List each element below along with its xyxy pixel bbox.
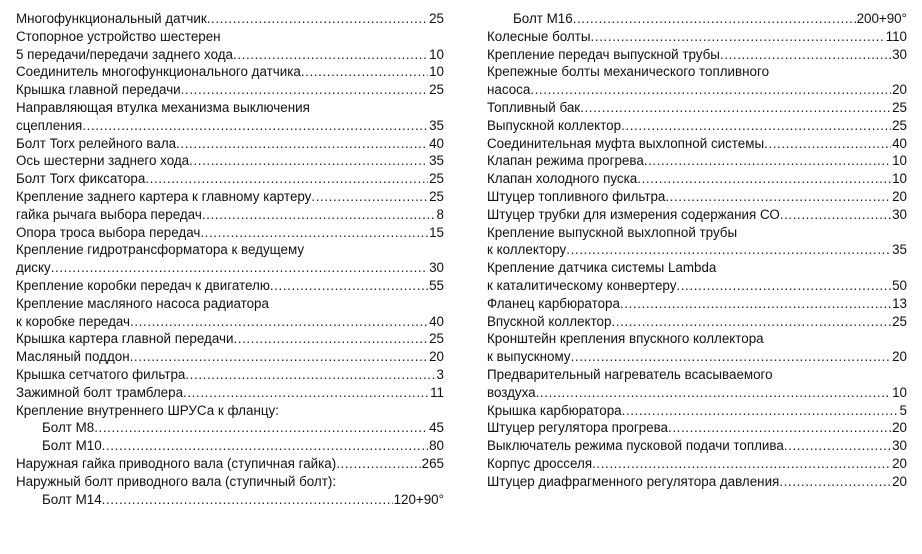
spec-label: Крышка картера главной передачи [16, 331, 234, 347]
spec-label: к каталитическому конвертеру [487, 277, 677, 293]
dot-leader [270, 277, 428, 295]
dot-leader [644, 152, 891, 170]
spec-value: 25 [429, 82, 444, 98]
spec-line [487, 224, 907, 242]
dot-leader [233, 46, 428, 64]
spec-line [16, 295, 444, 313]
spec-label: Болт Torx релейного вала [16, 135, 177, 151]
spec-line [16, 313, 444, 331]
dot-leader [536, 384, 891, 402]
dot-leader [176, 135, 428, 153]
spec-value: 20 [892, 455, 907, 471]
spec-line [16, 241, 444, 259]
spec-line [487, 152, 907, 170]
spec-value: 13 [892, 295, 907, 311]
spec-value: 15 [429, 224, 444, 240]
spec-value: 10 [429, 64, 444, 80]
spec-line [16, 152, 444, 170]
spec-label: Крепежные болты механического топливного [487, 64, 770, 80]
spec-value: 200+90° [856, 11, 907, 26]
spec-value: 10 [892, 153, 907, 169]
dot-leader [665, 188, 891, 206]
spec-value: 45 [429, 420, 444, 436]
spec-value: 20 [429, 349, 444, 365]
dot-leader [336, 455, 420, 473]
spec-label: Болт М8 [42, 420, 95, 436]
spec-line [16, 206, 444, 224]
spec-label: Крепление заднего картера к главному картеру [16, 188, 312, 204]
spec-value: 10 [429, 46, 444, 62]
dot-leader [189, 152, 428, 170]
spec-label: Впускной коллектор [487, 313, 612, 329]
spec-label: насоса [487, 82, 531, 98]
dot-leader [779, 473, 891, 491]
spec-label: Болт М10 [42, 438, 102, 454]
spec-label: Штуцер диафрагменного регулятора давления [487, 473, 780, 489]
spec-label: Наружная гайка приводного вала (ступичная гайка) [16, 455, 337, 471]
spec-label: Соединитель многофункционального датчика [16, 64, 301, 80]
dot-leader [207, 10, 428, 28]
spec-label: Выключатель режима пусковой подачи топлива [487, 438, 784, 454]
spec-value: 25 [429, 171, 444, 187]
dot-leader [311, 188, 428, 206]
spec-label: Крепление масляного насоса радиатора [16, 295, 269, 311]
spec-label: Клапан режима прогрева [487, 153, 644, 169]
spec-value: 20 [892, 82, 907, 98]
spec-label: Штуцер регулятора прогрева [487, 420, 669, 436]
spec-line [16, 419, 444, 437]
dot-leader [102, 491, 393, 509]
spec-value: 30 [892, 206, 907, 222]
spec-label: Фланец карбюратора [487, 295, 620, 311]
spec-value: 40 [892, 135, 907, 151]
spec-line [16, 277, 444, 295]
spec-value: 25 [429, 331, 444, 347]
spec-label: Крышка главной передачи [16, 82, 181, 98]
spec-line [16, 366, 444, 384]
spec-value: 3 [436, 366, 444, 382]
spec-value: 5 [899, 402, 907, 418]
dot-leader [571, 348, 892, 366]
dot-leader [784, 437, 891, 455]
dot-leader [620, 295, 891, 313]
spec-label: Зажимной болт трамблера [16, 384, 184, 400]
spec-value: 80 [429, 438, 444, 454]
spec-label: Крепление внутреннего ШРУСа к фланцу: [16, 402, 279, 418]
dot-leader [637, 170, 891, 188]
spec-label: Крышка сетчатого фильтра [16, 366, 186, 382]
spec-line [487, 46, 907, 64]
spec-label: к выпускному [487, 349, 571, 365]
spec-line [487, 28, 907, 46]
spec-line [487, 295, 907, 313]
dot-leader [573, 10, 856, 28]
spec-label: Крепление передач выпускной трубы [487, 46, 720, 62]
spec-value: 30 [892, 438, 907, 454]
dot-leader [580, 99, 891, 117]
spec-label: Крепление датчика системы Lambda [487, 260, 717, 276]
spec-label: Опора троса выбора передач [16, 224, 201, 240]
right-column [487, 10, 907, 554]
dot-leader [566, 241, 891, 259]
spec-line [16, 170, 444, 188]
spec-label: Болт Torx фиксатора [16, 171, 146, 187]
dot-leader [233, 330, 428, 348]
spec-line [487, 241, 907, 259]
spec-line [16, 117, 444, 135]
spec-line [16, 63, 444, 81]
spec-label: Корпус дросселя [487, 455, 593, 471]
spec-line [487, 135, 907, 153]
spec-value: 20 [892, 188, 907, 204]
spec-line [487, 313, 907, 331]
dot-leader [102, 437, 428, 455]
dot-leader [676, 277, 891, 295]
spec-label: Крепление гидротрансформатора к ведущему [16, 242, 305, 258]
spec-label: Крепление коробки передач к двигателю [16, 277, 270, 293]
spec-line [487, 366, 907, 384]
dot-leader [621, 117, 891, 135]
spec-value: 25 [892, 313, 907, 329]
spec-value: 25 [429, 11, 444, 26]
spec-line [16, 259, 444, 277]
dot-leader [592, 455, 891, 473]
spec-label: 5 передачи/передачи заднего хода [16, 46, 234, 62]
spec-line [487, 259, 907, 277]
dot-leader [591, 28, 885, 46]
spec-label: воздуха [487, 384, 536, 400]
dot-leader [183, 384, 429, 402]
spec-label: гайка рычага выбора передач [16, 206, 202, 222]
spec-label: Выпускной коллектор [487, 117, 622, 133]
dot-leader [780, 206, 891, 224]
spec-value: 55 [429, 277, 444, 293]
spec-line [16, 330, 444, 348]
spec-label: Предварительный нагреватель всасываемого [487, 366, 773, 382]
spec-label: Крышка карбюратора [487, 402, 622, 418]
spec-label: Штуцер трубки для измерения содержания СО [487, 206, 780, 222]
spec-line [487, 277, 907, 295]
spec-value: 8 [436, 206, 444, 222]
dot-leader [51, 259, 428, 277]
spec-line [16, 224, 444, 242]
spec-value: 40 [429, 135, 444, 151]
spec-line [487, 330, 907, 348]
spec-label: Многофункциональный датчик [16, 11, 207, 26]
spec-label: Направляющая втулка механизма выключения [16, 99, 310, 115]
spec-value: 50 [892, 277, 907, 293]
spec-value: 10 [892, 384, 907, 400]
spec-line [487, 117, 907, 135]
spec-line [16, 46, 444, 64]
spec-value: 35 [892, 242, 907, 258]
spec-label: Кронштейн крепления впускного коллектора [487, 331, 764, 347]
spec-line [487, 10, 907, 28]
spec-value: 25 [892, 117, 907, 133]
spec-label: к коробке передач [16, 313, 131, 329]
dot-leader [181, 81, 428, 99]
dot-leader [720, 46, 891, 64]
spec-label: Топливный бак [487, 99, 581, 115]
spec-value: 11 [430, 384, 444, 400]
spec-value: 20 [892, 420, 907, 436]
spec-line [487, 170, 907, 188]
spec-label: Колесные болты [487, 28, 591, 44]
spec-label: Крепление выпускной выхлопной трубы [487, 224, 738, 240]
spec-value: 20 [892, 473, 907, 489]
spec-line [16, 402, 444, 420]
spec-line [487, 384, 907, 402]
dot-leader [94, 419, 428, 437]
spec-label: Болт М14 [42, 491, 102, 507]
spec-value: 110 [885, 28, 907, 44]
dot-leader [611, 313, 891, 331]
spec-value: 30 [429, 260, 444, 276]
spec-line [487, 455, 907, 473]
spec-line [487, 348, 907, 366]
spec-value: 35 [429, 153, 444, 169]
spec-label: Штуцер топливного фильтра [487, 188, 666, 204]
dot-leader [130, 348, 428, 366]
spec-label: Стопорное устройство шестерен [16, 28, 221, 44]
spec-line [16, 135, 444, 153]
spec-value: 25 [892, 99, 907, 115]
spec-label: Клапан холодного пуска [487, 171, 638, 187]
dot-leader [130, 313, 428, 331]
spec-line [487, 419, 907, 437]
spec-line [16, 28, 444, 46]
spec-value: 20 [892, 349, 907, 365]
dot-leader [185, 366, 435, 384]
spec-value: 265 [421, 455, 444, 471]
spec-line [487, 63, 907, 81]
spec-label: Соединительная муфта выхлопной системы [487, 135, 765, 151]
dot-leader [764, 135, 891, 153]
spec-line [16, 10, 444, 28]
spec-line [487, 81, 907, 99]
spec-line [16, 491, 444, 509]
spec-value: 40 [429, 313, 444, 329]
spec-line [16, 348, 444, 366]
spec-label: сцепления [16, 117, 83, 133]
dot-leader [200, 224, 428, 242]
spec-value: 25 [429, 188, 444, 204]
spec-label: Наружный болт приводного вала (ступичный болт): [16, 473, 337, 489]
dot-leader [530, 81, 891, 99]
dot-leader [82, 117, 428, 135]
spec-label: к коллектору [487, 242, 567, 258]
spec-line [16, 473, 444, 491]
spec-line [16, 455, 444, 473]
dot-leader [301, 63, 428, 81]
spec-value: 35 [429, 117, 444, 133]
spec-line [487, 188, 907, 206]
spec-value: 120+90° [393, 491, 444, 507]
spec-line [16, 384, 444, 402]
spec-value: 10 [892, 171, 907, 187]
spec-label: Ось шестерни заднего хода [16, 153, 190, 169]
spec-line [487, 206, 907, 224]
spec-line [16, 99, 444, 117]
spec-line [487, 402, 907, 420]
spec-label: Масляный поддон [16, 349, 130, 365]
spec-line [487, 437, 907, 455]
dot-leader [668, 419, 891, 437]
dot-leader [145, 170, 428, 188]
spec-label: диску [16, 260, 51, 276]
spec-line [16, 188, 444, 206]
spec-line [16, 437, 444, 455]
spec-label: Болт М16 [513, 11, 573, 26]
spec-value: 30 [892, 46, 907, 62]
left-column [16, 10, 444, 554]
spec-line [487, 99, 907, 117]
dot-leader [202, 206, 436, 224]
dot-leader [622, 402, 899, 420]
spec-line [16, 81, 444, 99]
spec-line [487, 473, 907, 491]
